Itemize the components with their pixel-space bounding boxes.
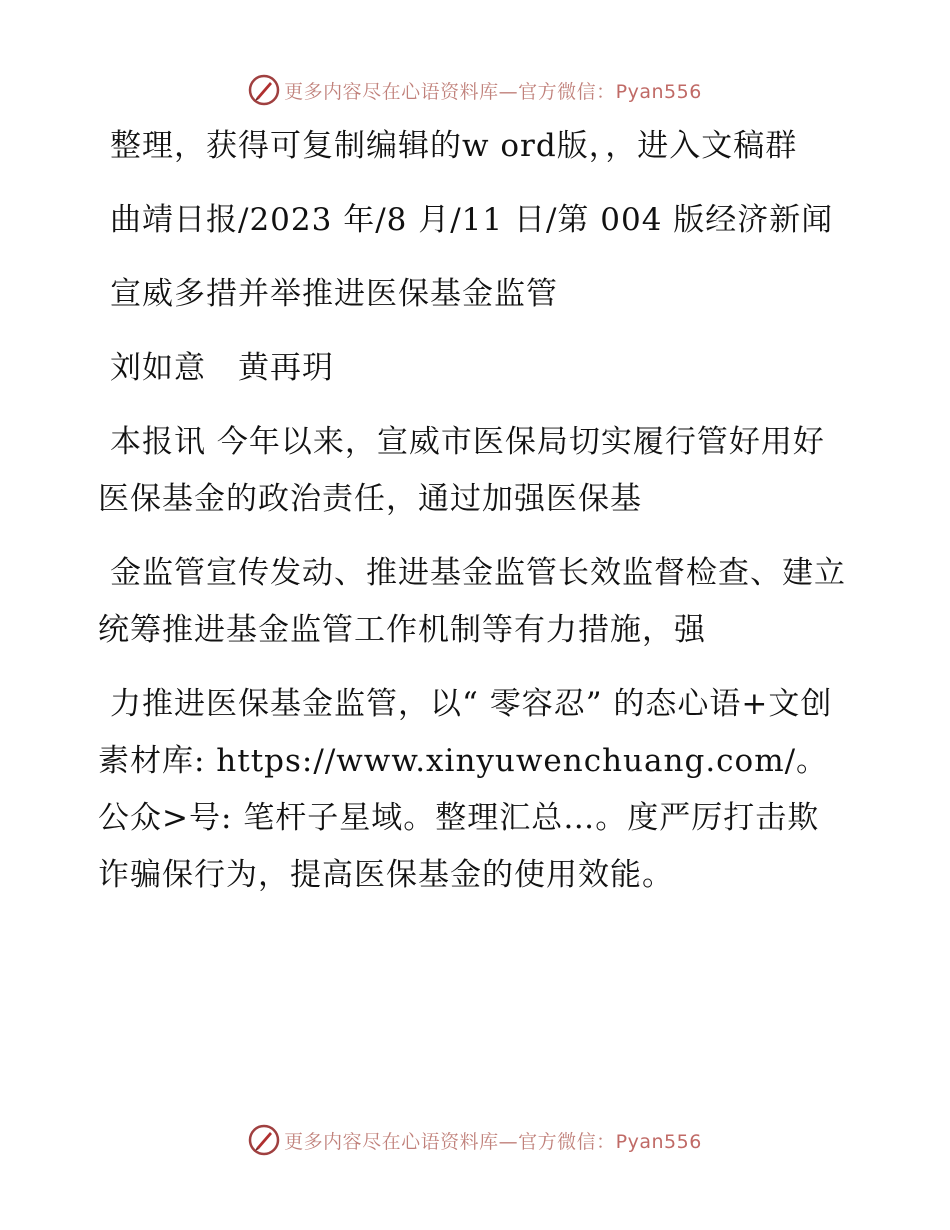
document-body: [98, 118, 848, 921]
article-paragraph-3: 力推进医保基金监管，以“ 零容忍” 的态心语+文创素材库: https://www.xinyuwenchuang.com/。公众>号: 笔杆子星域。整理汇总…。度严厉打击欺诈骗保行为，提高医保基金的使用效能。: [98, 686, 833, 893]
source-line: 曲靖日报/2023 年/8 月/11 日/第 004 版经济新闻: [110, 202, 834, 238]
header-banner-content: [248, 74, 702, 106]
footer-banner-label: 更多内容尽在心语资料库—官方微信：: [284, 1130, 616, 1153]
article-authors: 刘如意 黄再玥: [110, 350, 334, 386]
feather-pen-logo-icon: [248, 1124, 280, 1156]
header-banner-wechat: Pyan556: [615, 80, 702, 103]
article-paragraph-1: 本报讯 今年以来，宣威市医保局切实履行管好用好医保基金的政治责任，通过加强医保基: [98, 424, 825, 517]
footer-banner-content: [248, 1124, 702, 1156]
header-banner: [0, 70, 950, 110]
article-paragraph-2: 金监管宣传发动、推进基金监管长效监督检查、建立统筹推进基金监管工作机制等有力措施，强: [98, 555, 846, 648]
intro-note: 整理，获得可复制编辑的w ord版，，进入文稿群: [110, 128, 798, 164]
feather-pen-logo-icon: [248, 74, 280, 106]
footer-banner: [0, 1120, 950, 1160]
footer-banner-text: [284, 1127, 702, 1154]
footer-banner-wechat: Pyan556: [615, 1130, 702, 1153]
article-title: 宣威多措并举推进医保基金监管: [110, 276, 558, 312]
header-banner-text: [284, 77, 702, 104]
header-banner-label: 更多内容尽在心语资料库—官方微信：: [284, 80, 616, 103]
